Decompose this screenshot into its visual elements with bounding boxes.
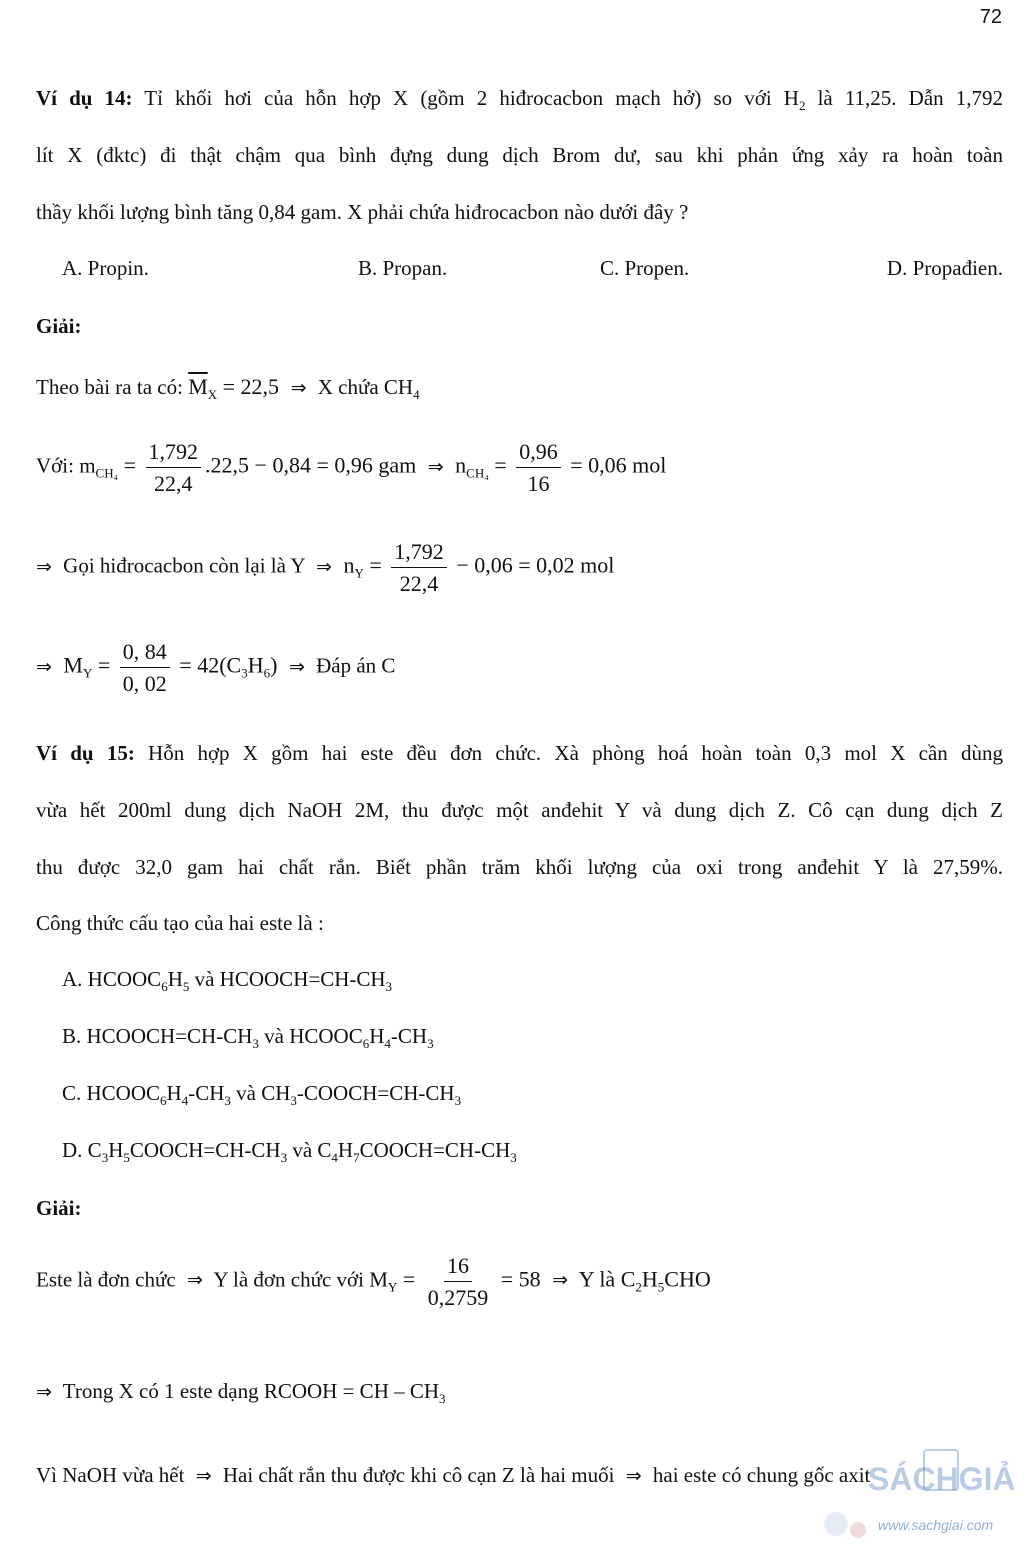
- fraction: $\frac{0,96}{16}$: [516, 440, 561, 495]
- ex15-step3: Vì NaOH vừa hết ⇒ Hai chất rắn thu được khi cô cạn Z là hai muối ⇒ hai este có chung gốc axit: [36, 1463, 871, 1487]
- ex15-step2: ⇒ Trong X có 1 este dạng RCOOH = CH – $CH_3$: [36, 1379, 446, 1406]
- implies-icon: ⇒: [36, 555, 52, 578]
- ex14-option-a: A. Propin.: [62, 256, 149, 280]
- fraction: $\frac{1,792}{22,4}$: [146, 440, 202, 495]
- ex15-option-d: D. $C_3H_5COOCH=CH-CH_3$ và $C_4H_7COOCH=CH-CH_3$: [62, 1138, 517, 1165]
- fraction: $\frac{16}{0,2759}$: [427, 1253, 489, 1311]
- implies-icon: ⇒: [36, 655, 52, 678]
- ex14-option-c: C. Propen.: [600, 256, 690, 280]
- ex15-option-a: A. $HCOOC_6H_5$ và $HCOOCH=CH-CH_3$: [62, 967, 393, 994]
- ex14-label: Ví dụ 14:: [36, 86, 133, 110]
- ex14-line2: lít X (đktc) đi thật chậm qua bình đựng dung dịch Brom dư, sau khi phản ứng xảy ra hoàn toàn: [36, 143, 1003, 167]
- implies-icon: ⇒: [290, 377, 307, 399]
- ex15-label: Ví dụ 15:: [36, 741, 135, 765]
- fraction: $\frac{1,792}{22,4}$: [391, 540, 447, 595]
- ex15-option-c: C. $HCOOC_6H_4-CH_3$ và $CH_3-COOCH=CH-CH_3$: [62, 1081, 462, 1108]
- ex15-line3: thu được 32,0 gam hai chất rắn. Biết phần trăm khối lượng của oxi trong anđehit Y là 27,59%.: [36, 855, 1003, 879]
- ex14-line3: thầy khối lượng bình tăng 0,84 gam. X phải chứa hiđrocacbon nào dưới đây ?: [36, 200, 689, 224]
- ex14-option-b: B. Propan.: [358, 256, 448, 280]
- ex14-text1-tail: là 11,25. Dẫn 1,792: [805, 86, 1003, 110]
- watermark-graphic: [806, 1444, 1016, 1539]
- ex15-line1: Ví dụ 15: Hỗn hợp X gồm hai este đều đơn chức. Xà phòng hoá hoàn toàn 0,3 mol X cần dùng: [36, 741, 1003, 765]
- watermark-url: www.sachgiai.com: [878, 1517, 994, 1533]
- ex15-line2: vừa hết 200ml dung dịch NaOH 2M, thu được một anđehit Y và dung dịch Z. Cô cạn dung dịch Z: [36, 798, 1003, 822]
- ex14-step1: Theo bài ra ta có: $\overline{M}_X = 22,5$ ⇒ X chứa $CH_4$: [36, 374, 420, 402]
- ex14-solution-label: Giải:: [36, 314, 82, 338]
- implies-icon: ⇒: [36, 1381, 52, 1403]
- ex14-line1: [36, 86, 1003, 111]
- implies-icon: ⇒: [288, 655, 305, 678]
- ex15-option-b: B. $HCOOCH=CH-CH_3$ và $HCOOC_6H_4-CH_3$: [62, 1024, 434, 1051]
- ex15-solution-label: Giải:: [36, 1196, 82, 1220]
- ex15-step1: Este là đơn chức ⇒ Y là đơn chức với $M_Y$ = $\frac{16}{0,2759}$ = 58 ⇒ Y là $C_2H_5CHO$: [36, 1253, 711, 1311]
- page-number: 72: [979, 6, 1002, 28]
- ex14-step3: ⇒ Gọi hiđrocacbon còn lại là Y ⇒ $n_Y$ = $\frac{1,792}{22,4}$ − 0,06 = 0,02 mol: [36, 539, 615, 597]
- ex15-line4: Công thức cấu tạo của hai este là :: [36, 911, 324, 935]
- ex14-step2: Với: $m_{CH_4}$ = $\frac{1,792}{22,4}$ .22,5 − 0,84 = 0,96 gam ⇒ $n_{CH_4}$ = $\frac{0,96}{16}$ = 0,06 mol: [36, 439, 667, 497]
- ex14-h2-sub: 2: [798, 98, 806, 113]
- ex14-step4: ⇒ $M_Y$ = $\frac{0, 84}{0, 02}$ = $42(C_3H_6)$ ⇒ Đáp án C: [36, 639, 396, 697]
- implies-icon: ⇒: [316, 555, 332, 578]
- implies-icon: ⇒: [552, 1269, 569, 1292]
- watermark-brand: SÁCHGIẢI: [868, 1461, 1016, 1497]
- implies-icon: ⇒: [186, 1269, 203, 1292]
- implies-icon: ⇒: [195, 1465, 212, 1487]
- implies-icon: ⇒: [427, 455, 444, 478]
- sachgiai-watermark-logo: [806, 1444, 1016, 1539]
- ex14-text1: Tỉ khối hơi của hỗn hợp X (gồm 2 hiđrocacbon mạch hở) so với H: [132, 86, 799, 110]
- ex14-option-d: D. Propađien.: [886, 256, 1003, 280]
- implies-icon: ⇒: [625, 1465, 642, 1487]
- fraction: $\frac{0, 84}{0, 02}$: [120, 640, 170, 695]
